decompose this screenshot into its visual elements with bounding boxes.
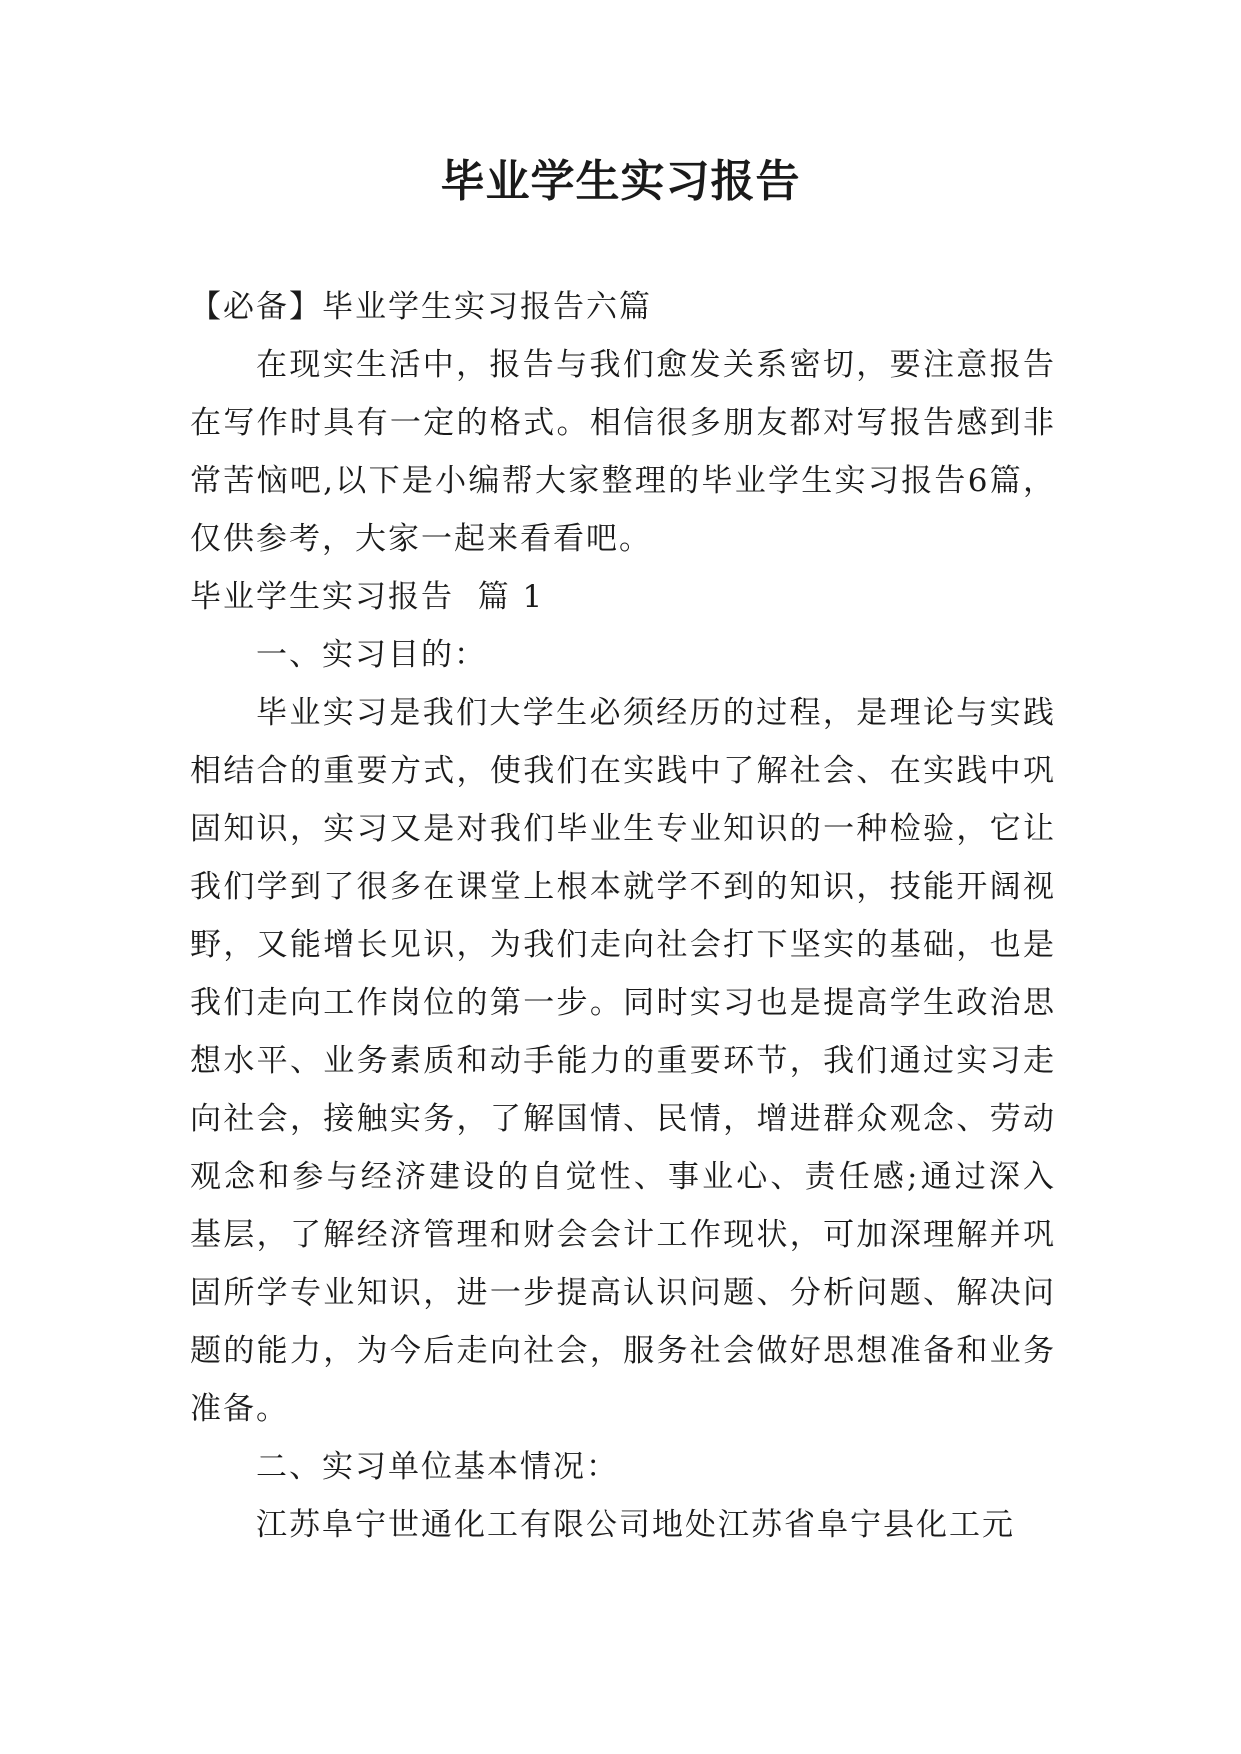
section-title: 毕业学生实习报告 篇 1 [190,579,545,615]
purpose-paragraph: 毕业实习是我们大学生必须经历的过程，是理论与实践相结合的重要方式，使我们在实践中了解社会、在实践中巩固知识，实习又是对我们毕业生专业知识的一种检验，它让我们学到了很多在课堂上根本就学不到的知识，技能开阔视野，又能增长见识，为我们走向社会打下坚实的基础，也是我们走向工作岗位的第一步。同时实习也是提高学生政治思想水平、业务素质和动手能力的重要环节，我们通过实习走向社会，接触实务，了解国情、民情，增进群众观念、劳动观念和参与经济建设的自觉性、事业心、责任感;通过深入基层，了解经济管理和财会会计工作现状，可加深理解并巩固所学专业知识，进一步提高认识问题、分析问题、解决问题的能力，为今后走向社会，服务社会做好思想准备和业务准备。 [190,695,1056,1427]
intro-paragraph: 在现实生活中，报告与我们愈发关系密切，要注意报告在写作时具有一定的格式。相信很多朋友都对写报告感到非常苦恼吧,以下是小编帮大家整理的毕业学生实习报告6篇，仅供参考，大家一起来看看吧。 [190,347,1056,557]
lead-line: 【必备】毕业学生实习报告六篇 [190,289,652,325]
heading-unit-info: 二、实习单位基本情况： [256,1449,619,1485]
unit-info-paragraph: 江苏阜宁世通化工有限公司地处江苏省阜宁县化工元 [256,1507,1015,1543]
document-title: 毕业学生实习报告 [440,156,801,207]
document-body [190,278,1056,1554]
heading-purpose: 一、实习目的： [256,637,487,673]
